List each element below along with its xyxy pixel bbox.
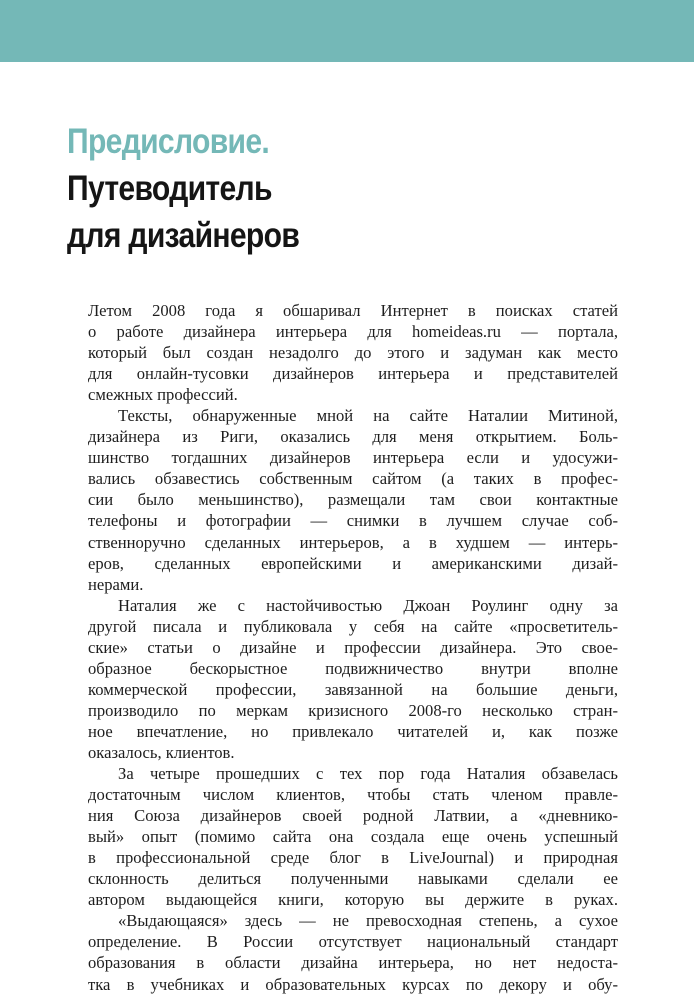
- text-line: определение. В России отсутствует национальный стандарт: [88, 932, 618, 952]
- body-text: [88, 300, 618, 995]
- text-line: для онлайн-тусовки дизайнеров интерьера и представителей: [88, 364, 618, 384]
- text-line: оказалось, клиентов.: [88, 742, 235, 762]
- text-line: ские» статьи о дизайне и профессии дизайнера. Это свое-: [88, 637, 618, 657]
- heading-line-3: для дизайнеров: [67, 216, 300, 255]
- text-line: склонность делиться полученными навыками сделали ее: [88, 869, 618, 889]
- text-line: дизайнера из Риги, оказались для меня открытием. Боль-: [88, 427, 618, 447]
- text-line: ния Союза дизайнеров своей родной Латвии, а «дневнико-: [88, 806, 618, 826]
- text-line: еров, сделанных европейскими и американскими дизай-: [88, 553, 618, 573]
- text-line: Тексты, обнаруженные мной на сайте Наталии Митиной,: [118, 406, 618, 426]
- text-line: который был создан незадолго до этого и задуман как место: [88, 343, 618, 363]
- text-line: другой писала и публиковала у себя на сайте «просветитель-: [88, 616, 618, 636]
- text-line: производило по меркам кризисного 2008-го несколько стран-: [88, 700, 618, 720]
- text-line: шинство тогдашних дизайнеров интерьера если и удосужи-: [88, 448, 618, 468]
- top-color-band: [0, 0, 694, 62]
- chapter-heading: [67, 118, 299, 259]
- text-line: образования в области дизайна интерьера, но нет недоста-: [88, 953, 618, 973]
- text-line: «Выдающаяся» здесь — не превосходная степень, а сухое: [118, 911, 618, 931]
- text-line: сии было меньшинство), размещали там свои контактные: [88, 490, 618, 510]
- text-line: достаточным числом клиентов, чтобы стать членом правле-: [88, 785, 618, 805]
- text-line: вались обзавестись собственным сайтом (а таких в профес-: [88, 469, 618, 489]
- heading-line-2: Путеводитель: [67, 169, 272, 208]
- text-line: Летом 2008 года я обшаривал Интернет в поисках статей: [88, 301, 618, 320]
- text-line: образное бескорыстное подвижничество внутри вполне: [88, 658, 618, 678]
- text-line: вый» опыт (помимо сайта она создала еще очень успешный: [88, 827, 618, 847]
- text-line: смежных профессий.: [88, 385, 238, 405]
- text-line: телефоны и фотографии — снимки в лучшем случае соб-: [88, 511, 618, 531]
- heading-accent-line: Предисловие.: [67, 122, 270, 161]
- text-line: в профессиональной среде блог в LiveJournal) и природная: [88, 848, 618, 868]
- text-line: Наталия же с настойчивостью Джоан Роулинг одну за: [118, 595, 618, 615]
- text-line: коммерческой профессии, завязанной на большие деньги,: [88, 679, 618, 699]
- text-line: автором выдающейся книги, которую вы держите в руках.: [88, 890, 618, 910]
- text-line: ное впечатление, но привлекало читателей и, как позже: [88, 721, 618, 741]
- text-line: За четыре прошедших с тех пор года Наталия обзавелась: [118, 764, 618, 784]
- text-line: тка в учебниках и образовательных курсах по декору и обу-: [88, 974, 618, 994]
- text-line: ственноручно сделанных интерьеров, а в худшем — интерь-: [88, 532, 618, 552]
- text-line: о работе дизайнера интерьера для homeideas.ru — портала,: [88, 322, 618, 342]
- text-line: нерами.: [88, 574, 144, 594]
